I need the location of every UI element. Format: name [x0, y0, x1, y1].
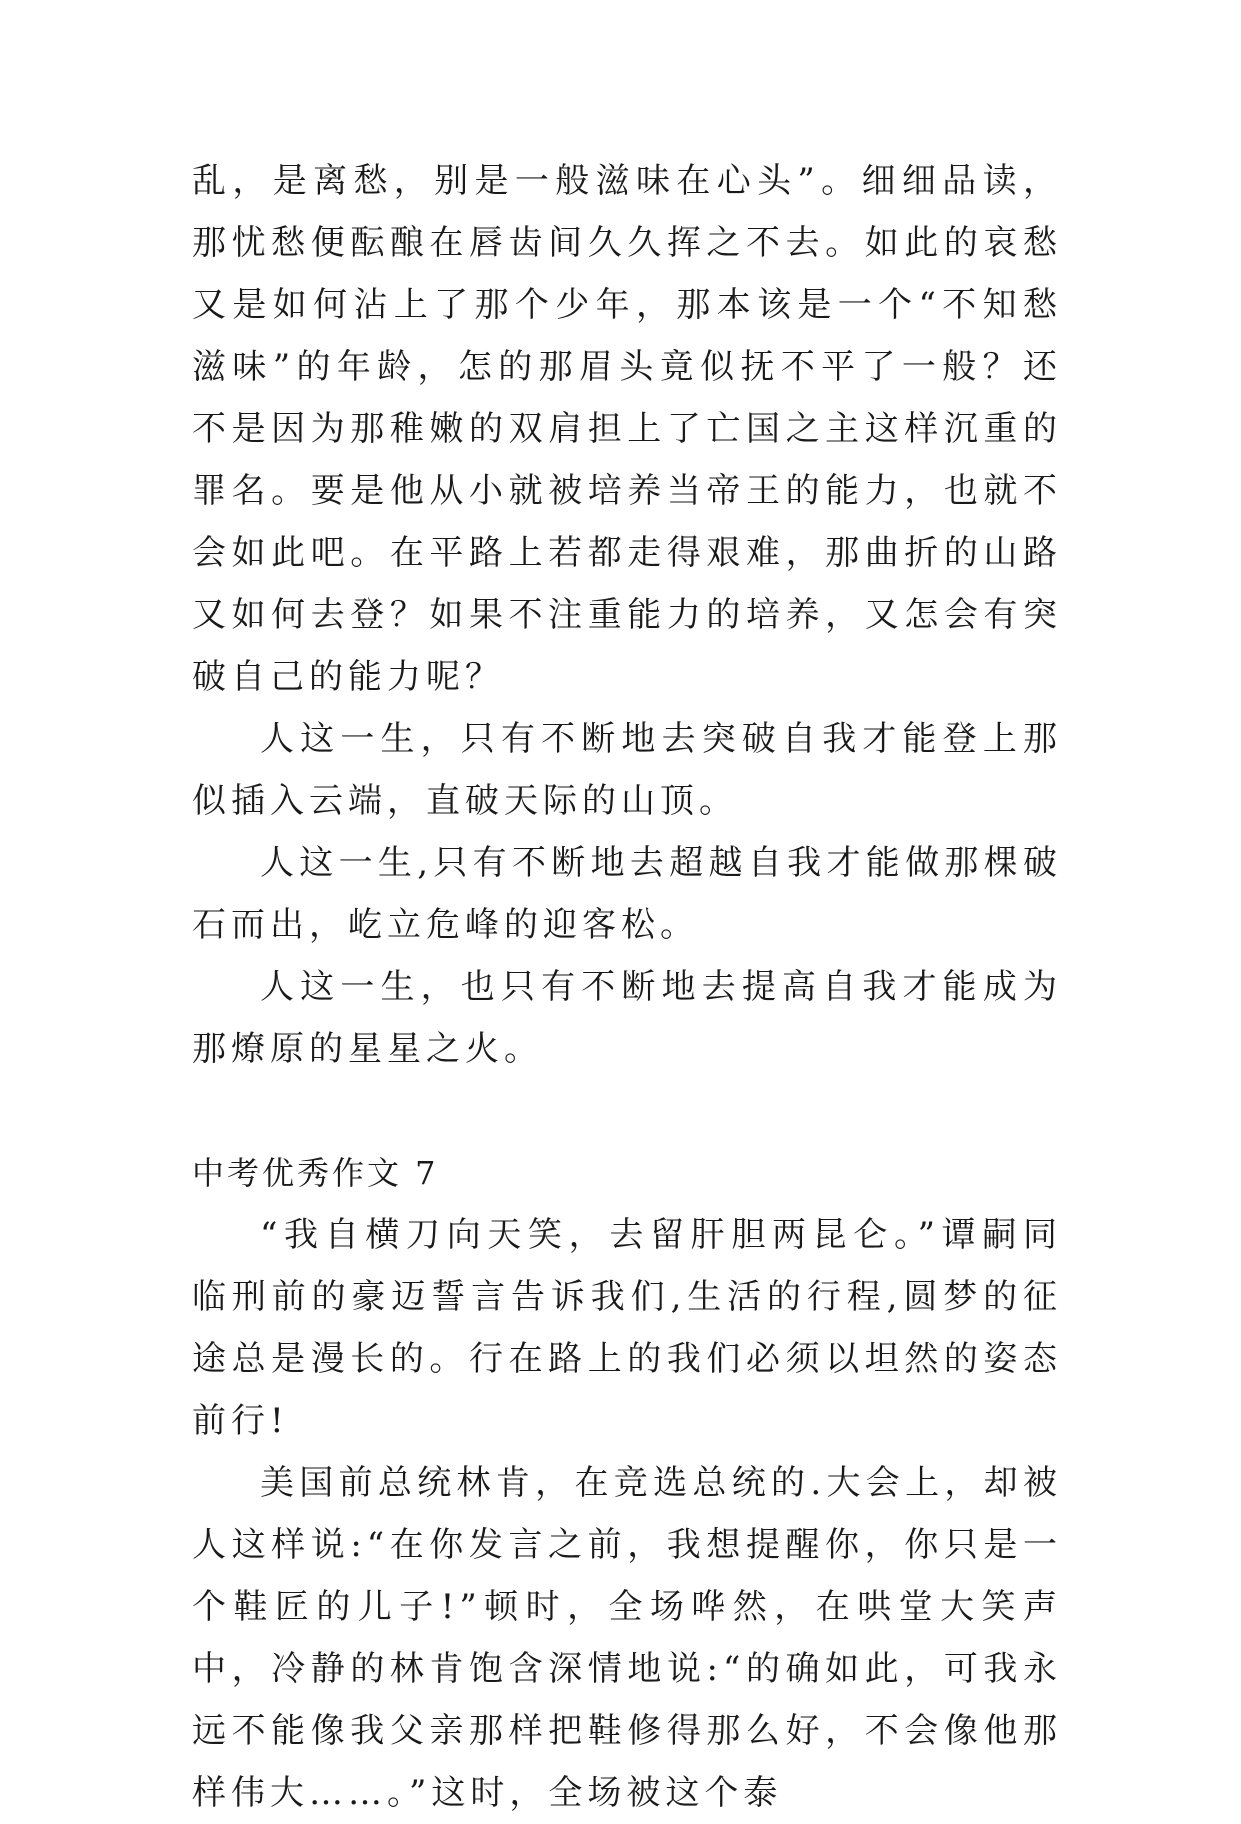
document-body	[192, 150, 1062, 1824]
paragraph-1: 乱，是离愁，别是一般滋味在心头”。细细品读，那忧愁便酝酿在唇齿间久久挥之不去。如此的哀愁又是如何沾上了那个少年，那本该是一个“不知愁滋味”的年龄，怎的那眉头竟似抚不平了一般？还不是因为那稚嫩的双肩担上了亡国之主这样沉重的罪名。要是他从小就被培养当帝王的能力，也就不会如此吧。在平路上若都走得艰难，那曲折的山路又如何去登？如果不注重能力的培养，又怎会有突破自己的能力呢？	[192, 161, 1062, 697]
paragraph-3: 人这一生,只有不断地去超越自我才能做那棵破石而出，屹立危峰的迎客松。	[192, 843, 1062, 945]
paragraph-2: 人这一生，只有不断地去突破自我才能登上那似插入云端，直破天际的山顶。	[192, 719, 1062, 821]
paragraph-4: 人这一生，也只有不断地去提高自我才能成为那燎原的星星之火。	[192, 967, 1062, 1069]
section-title: 中考优秀作文 7	[192, 1154, 439, 1192]
paragraph-5: “我自横刀向天笑，去留肝胆两昆仑。”谭嗣同临刑前的豪迈誓言告诉我们,生活的行程,圆梦的征途总是漫长的。行在路上的我们必须以坦然的姿态前行!	[192, 1215, 1062, 1441]
paragraph-6: 美国前总统林肯，在竞选总统的.大会上，却被人这样说:“在你发言之前，我想提醒你，你只是一个鞋匠的儿子!”顿时，全场哗然，在哄堂大笑声中，冷静的林肯饱含深情地说:“的确如此，可我永远不能像我父亲那样把鞋修得那么好，不会像他那样伟大……。”这时，全场被这个泰	[192, 1463, 1062, 1813]
